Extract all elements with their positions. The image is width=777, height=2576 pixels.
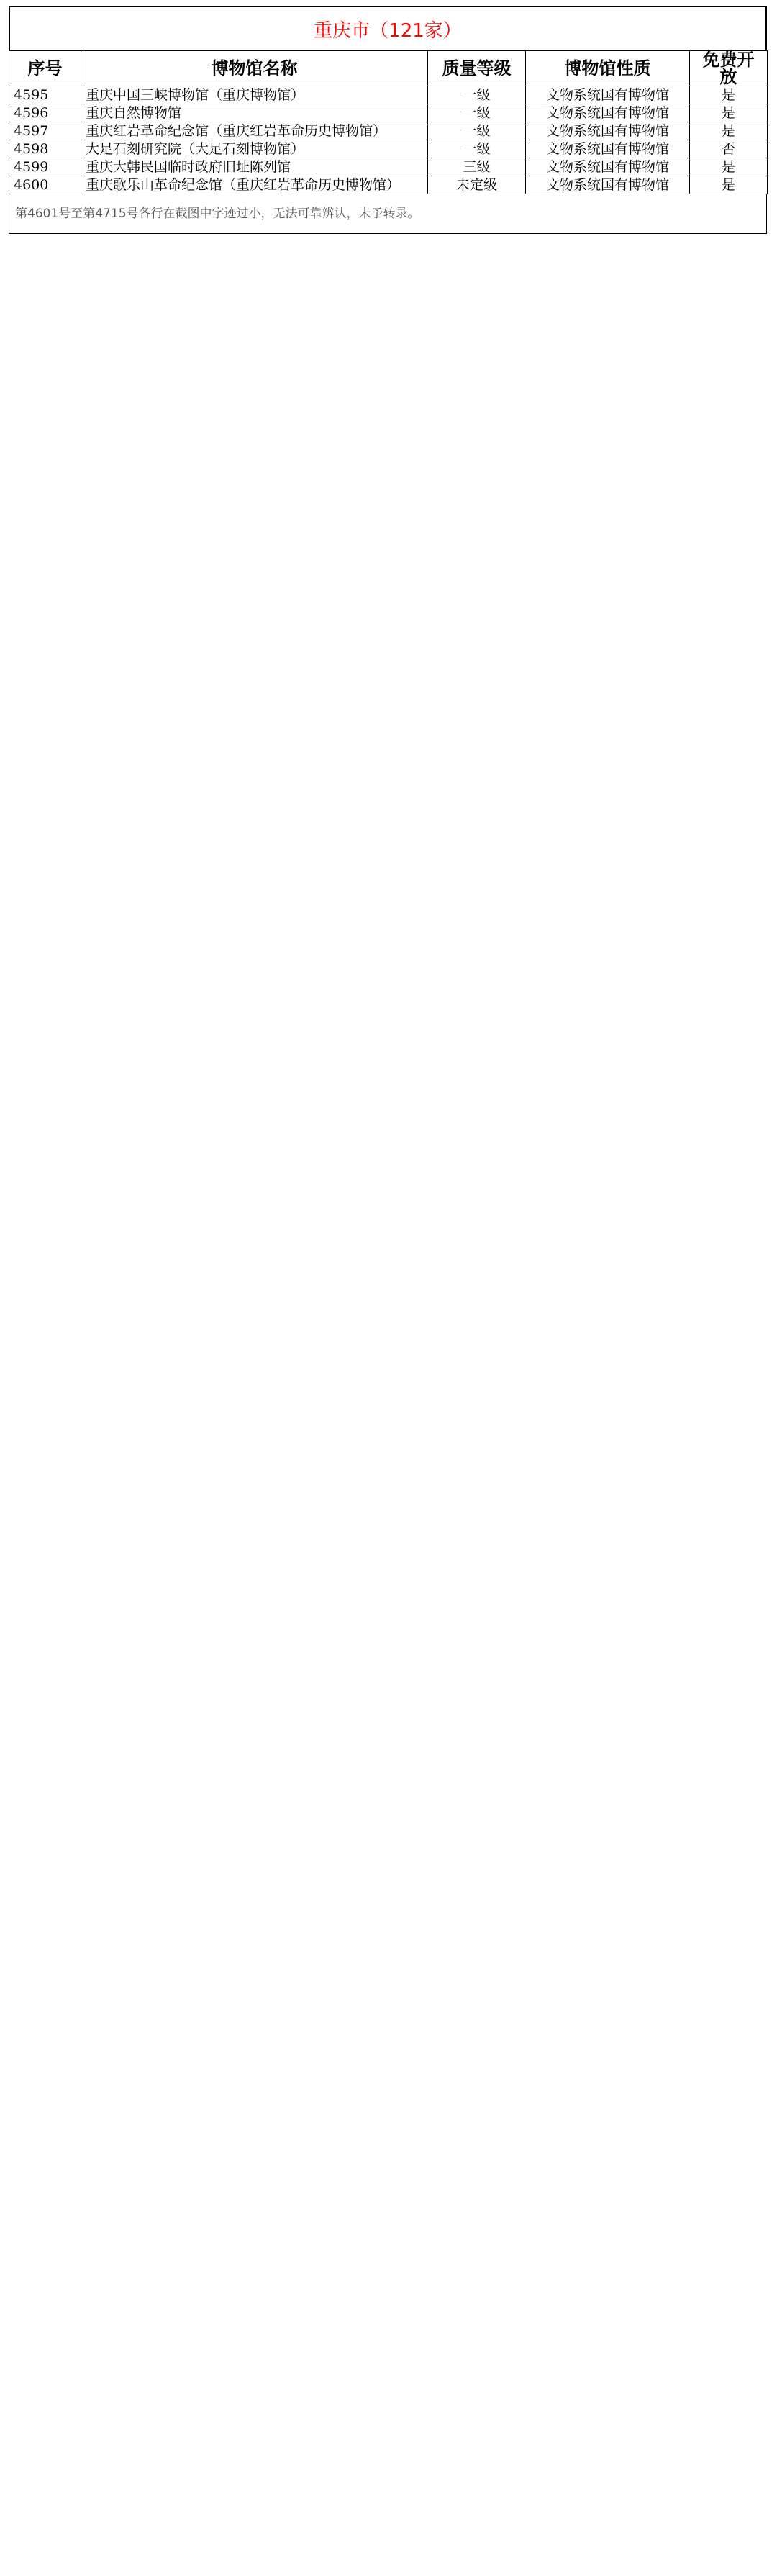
- row-name: 重庆大韩民国临时政府旧址陈列馆: [81, 158, 428, 176]
- row-grade: 未定级: [428, 176, 526, 194]
- table-row: [9, 176, 768, 194]
- row-nature: 文物系统国有博物馆: [526, 86, 690, 104]
- header-row: [9, 51, 768, 86]
- row-free: 是: [690, 158, 768, 176]
- table-row: [9, 158, 768, 176]
- row-nature: 文物系统国有博物馆: [526, 122, 690, 140]
- row-free: 是: [690, 86, 768, 104]
- header-name: 博物馆名称: [81, 51, 428, 86]
- row-free: 是: [690, 176, 768, 194]
- row-name: 大足石刻研究院（大足石刻博物馆）: [81, 140, 428, 158]
- header-free: 免费开放: [690, 51, 768, 86]
- table-row: [9, 140, 768, 158]
- row-free: 是: [690, 104, 768, 122]
- header-seq: 序号: [9, 51, 81, 86]
- table-row: [9, 122, 768, 140]
- unreadable-rows-note: 第4601号至第4715号各行在截图中字迹过小，无法可靠辨认，未予转录。: [9, 194, 767, 234]
- row-name: 重庆红岩革命纪念馆（重庆红岩革命历史博物馆）: [81, 122, 428, 140]
- museum-list-sheet: [9, 6, 767, 234]
- table-row: [9, 86, 768, 104]
- row-grade: 一级: [428, 104, 526, 122]
- row-seq: 4600: [9, 176, 81, 194]
- row-nature: 文物系统国有博物馆: [526, 104, 690, 122]
- row-nature: 文物系统国有博物馆: [526, 140, 690, 158]
- table-row: [9, 104, 768, 122]
- row-name: 重庆中国三峡博物馆（重庆博物馆）: [81, 86, 428, 104]
- row-seq: 4596: [9, 104, 81, 122]
- row-grade: 三级: [428, 158, 526, 176]
- row-free: 是: [690, 122, 768, 140]
- row-grade: 一级: [428, 140, 526, 158]
- row-name: 重庆歌乐山革命纪念馆（重庆红岩革命历史博物馆）: [81, 176, 428, 194]
- row-seq: 4598: [9, 140, 81, 158]
- museum-table: [9, 50, 768, 194]
- header-grade: 质量等级: [428, 51, 526, 86]
- row-seq: 4595: [9, 86, 81, 104]
- row-seq: 4597: [9, 122, 81, 140]
- row-nature: 文物系统国有博物馆: [526, 158, 690, 176]
- row-free: 否: [690, 140, 768, 158]
- row-grade: 一级: [428, 86, 526, 104]
- row-seq: 4599: [9, 158, 81, 176]
- header-nature: 博物馆性质: [526, 51, 690, 86]
- row-grade: 一级: [428, 122, 526, 140]
- row-name: 重庆自然博物馆: [81, 104, 428, 122]
- page-title: 重庆市（121家）: [9, 6, 767, 50]
- row-nature: 文物系统国有博物馆: [526, 176, 690, 194]
